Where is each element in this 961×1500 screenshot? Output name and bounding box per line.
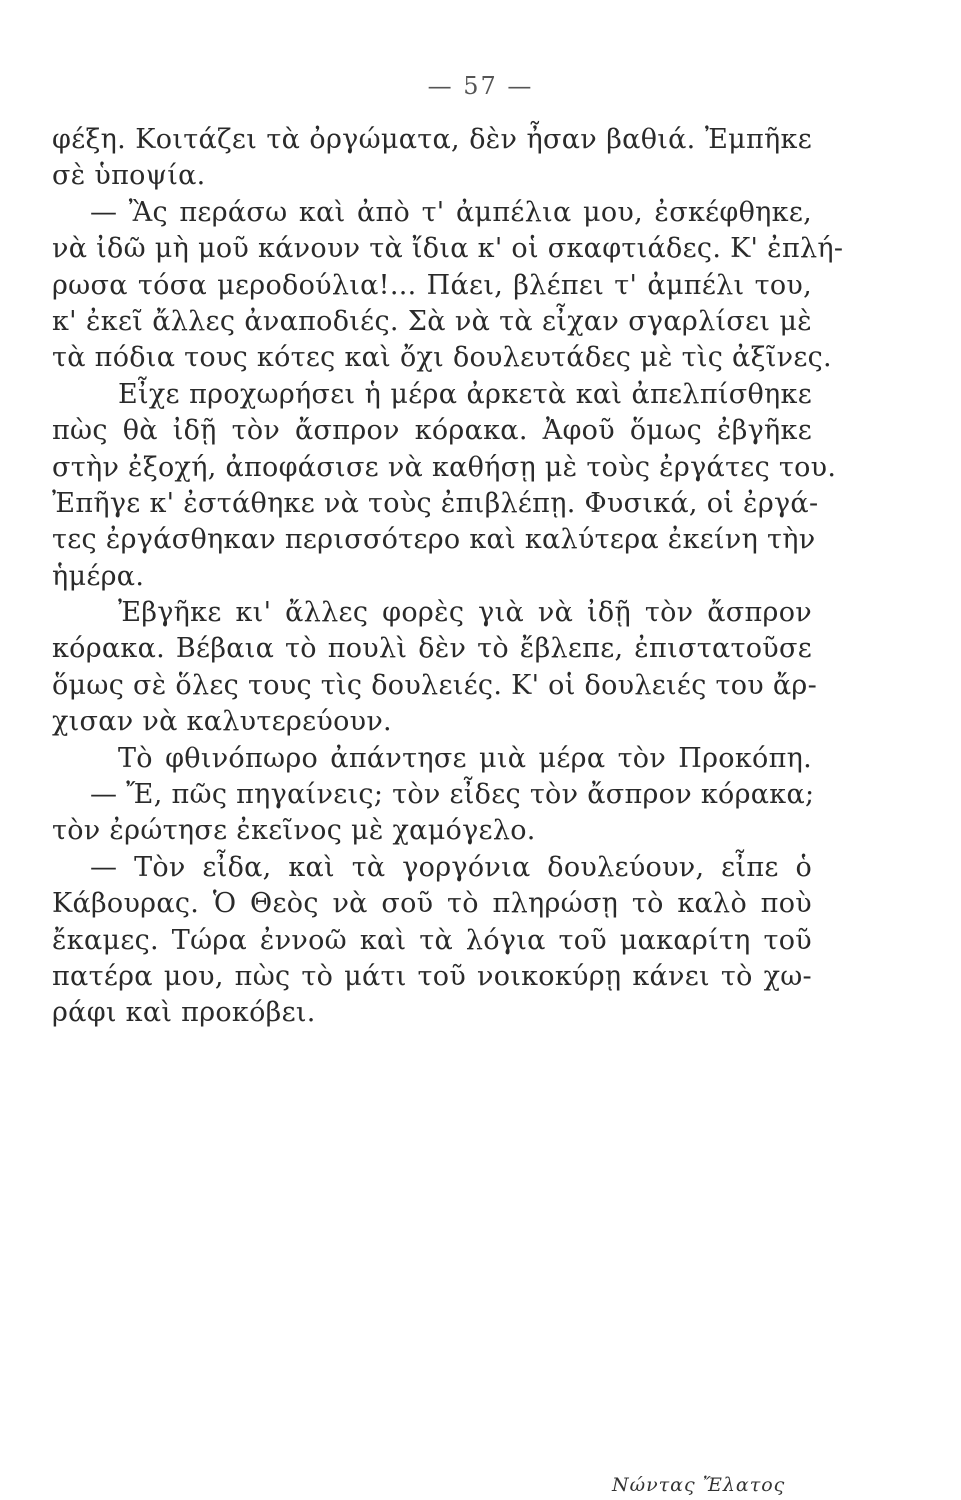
text-line: φέξη. Κοιτάζει τὰ ὀργώματα, δὲν ἦσαν βαθιά. Ἐμπῆκε (52, 124, 812, 155)
text-line: Ἐβγῆκε κι' ἄλλες φορὲς γιὰ νὰ ἰδῇ τὸν ἄσπρον (118, 597, 812, 629)
text-line: τὸν ἐρώτησε ἐκεῖνος μὲ χαμόγελο. (52, 815, 536, 847)
text-line: τὰ πόδια τους κότες καὶ ὄχι δουλευτάδες μὲ τὶς ἀξῖνες. (52, 342, 832, 374)
author-signature: Νώντας Ἔλατος (612, 1474, 786, 1496)
text-line: Εἶχε προχωρήσει ἡ μέρα ἀρκετὰ καὶ ἀπελπίσθηκε (118, 378, 812, 410)
text-line: κ' ἐκεῖ ἄλλες ἀναποδιές. Σὰ νὰ τὰ εἶχαν σγαρλίσει μὲ (52, 305, 812, 337)
text-line: Ἐπῆγε κ' ἐστάθηκε νὰ τοὺς ἐπιβλέπῃ. Φυσικά, οἱ ἐργά- (52, 487, 819, 519)
text-line: στὴν ἐξοχή, ἀποφάσισε νὰ καθήσῃ μὲ τοὺς ἐργάτες του. (52, 451, 837, 483)
text-line: ὅμως σὲ ὅλες τους τὶς δουλειές. Κ' οἱ δουλειές του ἄρ- (52, 669, 818, 701)
text-line: σὲ ὑποψία. (52, 160, 206, 192)
text-line: ράφι καὶ προκόβει. (52, 997, 316, 1029)
text-line: ἔκαμες. Τώρα ἐννοῶ καὶ τὰ λόγια τοῦ μακαρίτη τοῦ (52, 924, 812, 956)
text-line: πὼς θὰ ἰδῇ τὸν ἄσπρον κόρακα. Ἀφοῦ ὅμως ἐβγῆκε (52, 415, 812, 447)
text-line: πατέρα μου, πὼς τὸ μάτι τοῦ νοικοκύρῃ κάνει τὸ χω- (52, 960, 812, 992)
text-line: χισαν νὰ καλυτερεύουν. (52, 706, 392, 738)
body-text (52, 122, 844, 1032)
text-line: Κάβουρας. Ὁ Θεὸς νὰ σοῦ τὸ πληρώσῃ τὸ καλὸ ποὺ (52, 888, 812, 920)
text-line: ἡμέρα. (52, 560, 145, 592)
text-line: νὰ ἰδῶ μὴ μοῦ κάνουν τὰ ἴδια κ' οἱ σκαφτιάδες. Κ' ἐπλή- (52, 233, 844, 265)
text-line: τες ἐργάσθηκαν περισσότερο καὶ καλύτερα ἐκείνη τὴν (52, 524, 816, 556)
page-number: — 57 — (427, 72, 534, 100)
text-line: — Ἔ, πῶς πηγαίνεις; τὸν εἶδες τὸν ἄσπρον κόρακα; (90, 779, 815, 811)
text-line: — Ἂς περάσω καὶ ἀπὸ τ' ἀμπέλια μου, ἐσκέφθηκε, (90, 196, 812, 228)
text-line: Τὸ φθινόπωρο ἀπάντησε μιὰ μέρα τὸν Προκόπη. (118, 742, 812, 774)
text-line: ρωσα τόσα μεροδούλια!... Πάει, βλέπει τ' ἀμπέλι του, (52, 269, 812, 301)
text-line: — Τὸν εἶδα, καὶ τὰ γοργόνια δουλεύουν, εἶπε ὁ (90, 851, 812, 883)
text-line: κόρακα. Βέβαια τὸ πουλὶ δὲν τὸ ἔβλεπε, ἐπιστατοῦσε (52, 633, 812, 665)
